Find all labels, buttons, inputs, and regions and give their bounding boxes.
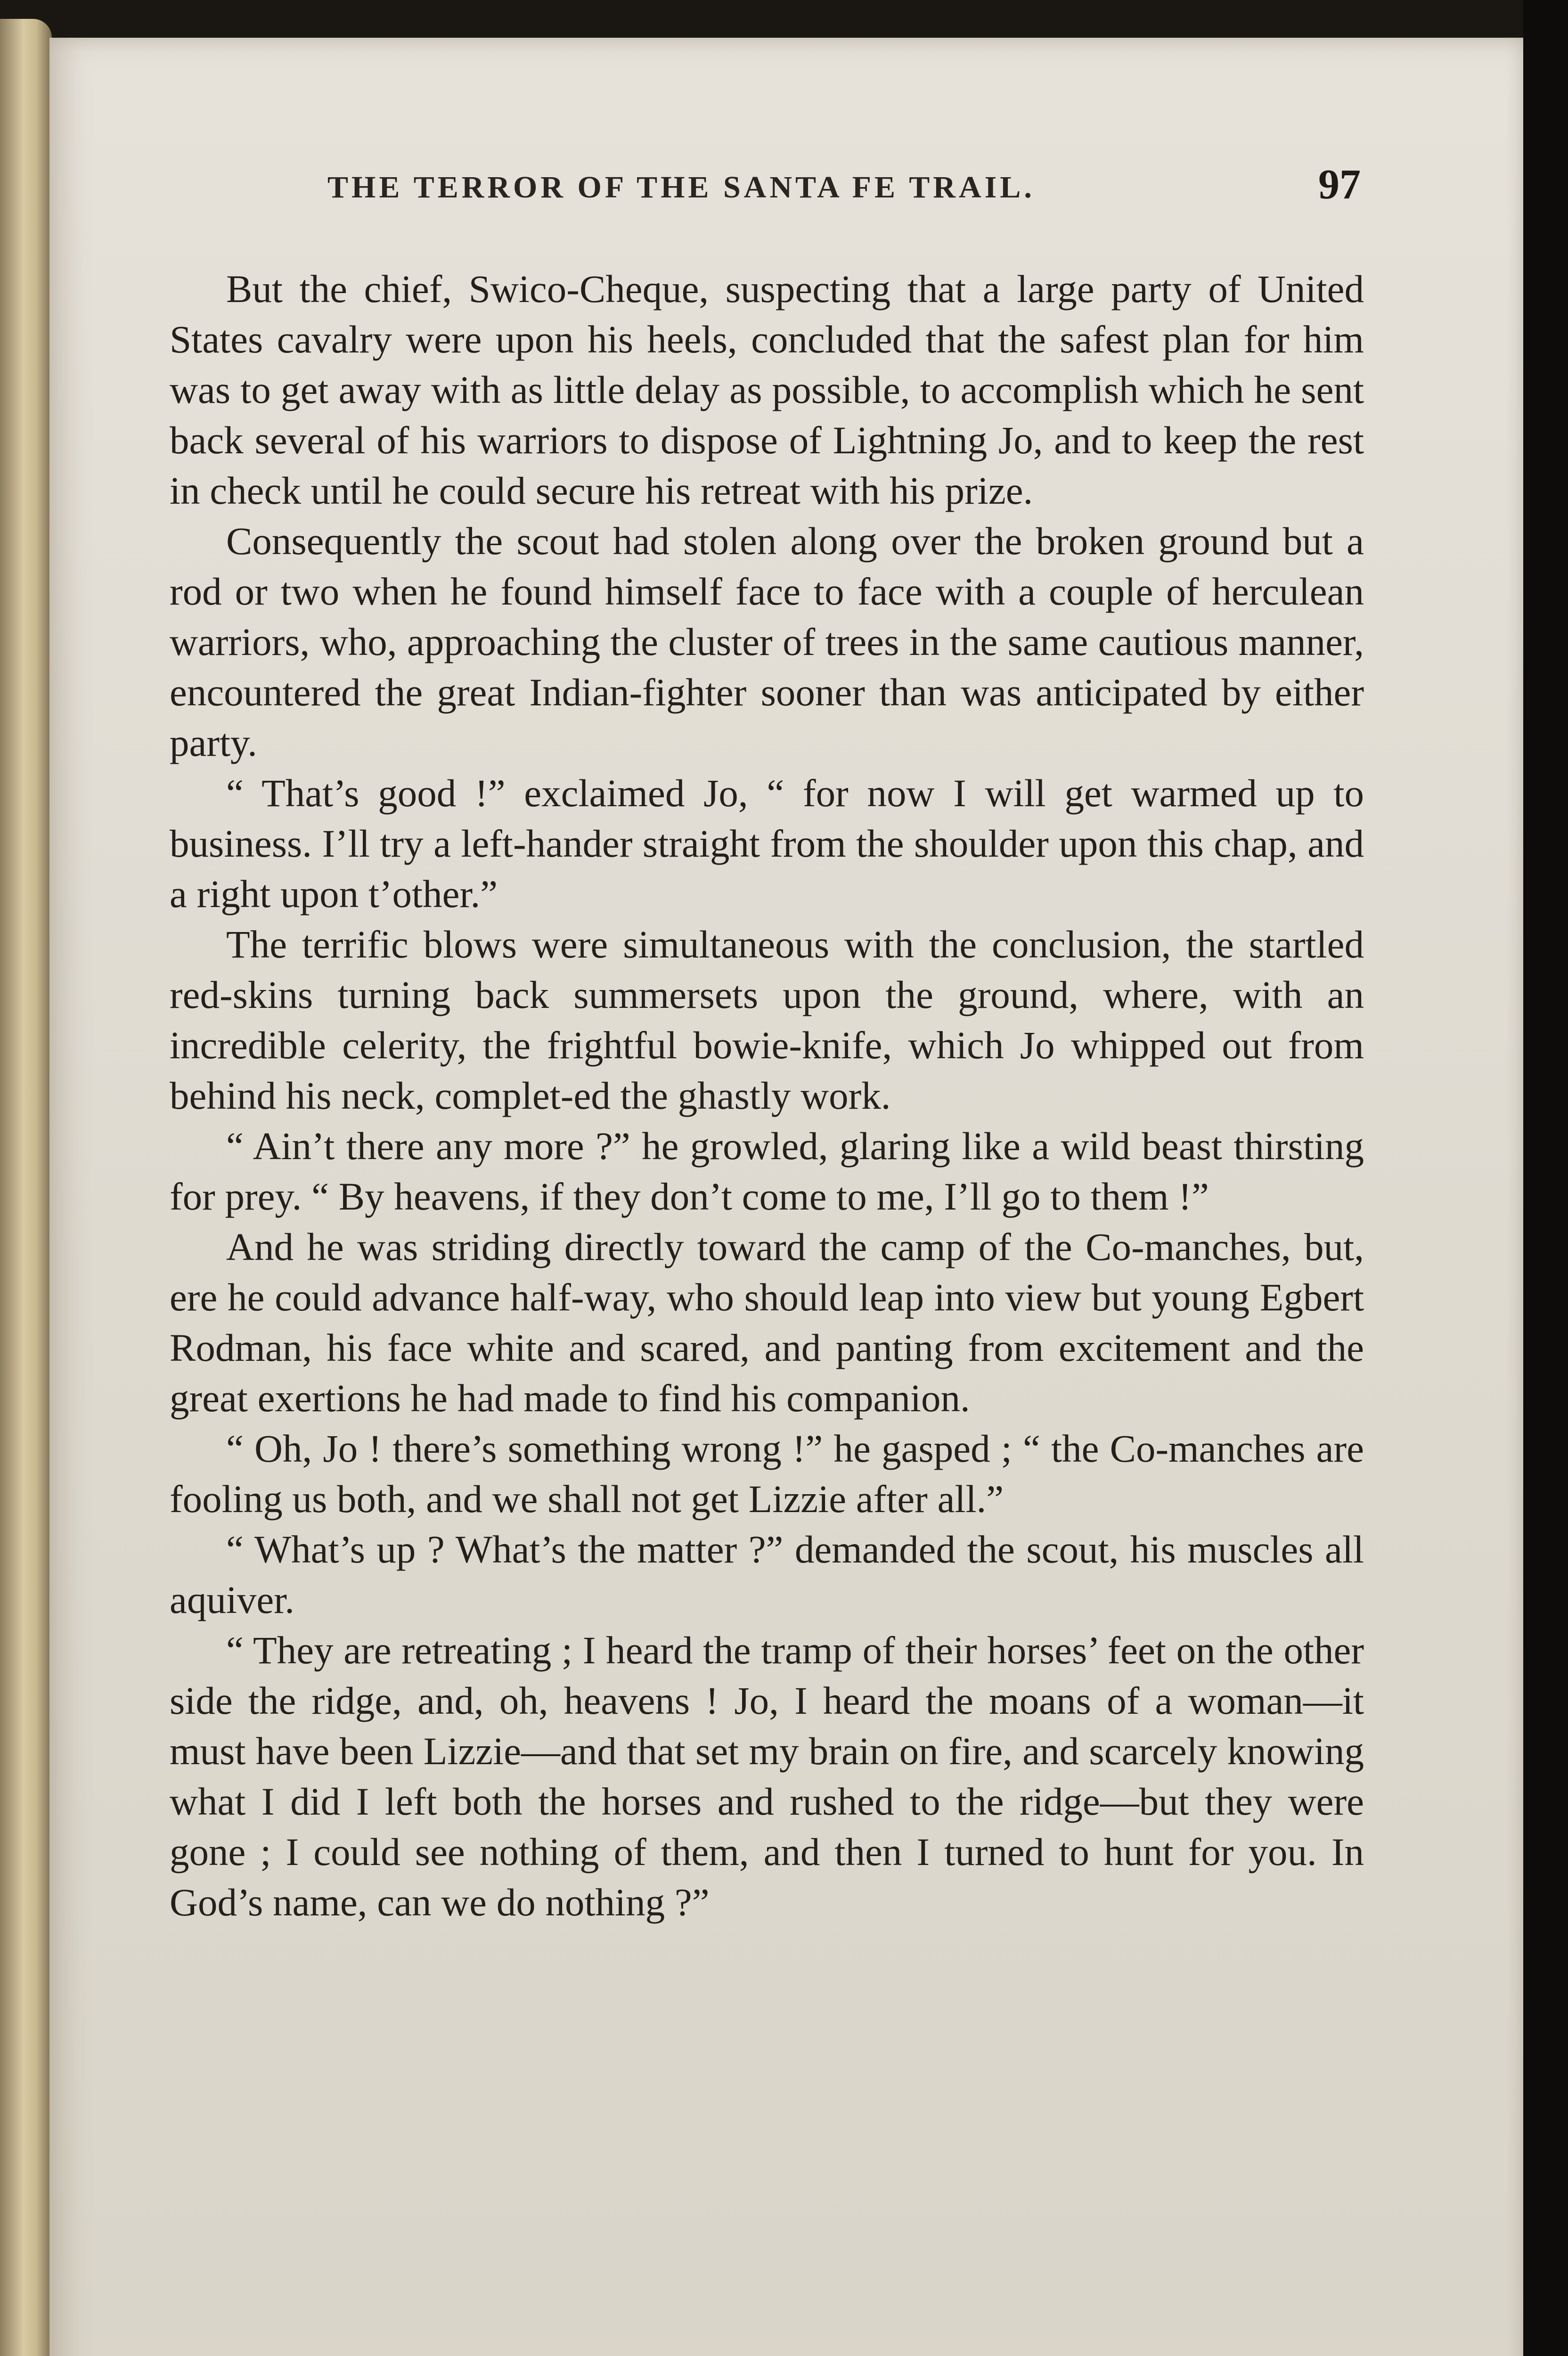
book-spine (0, 19, 52, 2356)
page-edge-shadow (1523, 0, 1568, 2356)
paragraph: “ What’s up ? What’s the matter ?” demanded the scout, his muscles all aquiver. (170, 1528, 1364, 1621)
paragraph: “ Ain’t there any more ?” he growled, glaring like a wild beast thirsting for prey. “ By heavens, if they don’t come to me, I’ll go to them !” (170, 1124, 1364, 1218)
page-number: 97 (1318, 161, 1361, 208)
paragraph: “ Oh, Jo ! there’s something wrong !” he gasped ; “ the Co-manches are fooling us both, and we shall not get Lizzie after all.” (170, 1427, 1364, 1521)
paragraph: “ They are retreating ; I heard the tramp of their horses’ feet on the other side the ridge, and, oh, heavens ! Jo, I heard the moans of a woman—it must have been Lizzie—and that set my brain on fire, and scarcely knowing what I did I left both the horses and rushed to the ridge—but they were gone ; I could see nothing of them, and then I turned to hunt for you. In God’s name, can we do nothing ?” (170, 1628, 1364, 1924)
paragraph: “ That’s good !” exclaimed Jo, “ for now I will get warmed up to business. I’ll try a left-hander straight from the shoulder upon this chap, and a right upon t’other.” (170, 771, 1364, 916)
paragraph: But the chief, Swico-Cheque, suspecting that a large party of United States cavalry were upon his heels, concluded that the safest plan for him was to get away with as little delay as possible, to accomplish which he sent back several of his warriors to dispose of Lightning Jo, and to keep the rest in check until he could secure his retreat with his prize. (170, 267, 1364, 512)
paragraph: And he was striding directly toward the camp of the Co-manches, but, ere he could advance half-way, who should leap into view but young Egbert Rodman, his face white and scared, and panting from excitement and the great exertions he had made to find his companion. (170, 1225, 1364, 1420)
running-head: THE TERROR OF THE SANTA FE TRAIL. (327, 170, 1035, 205)
paragraph: Consequently the scout had stolen along over the broken ground but a rod or two when he found himself face to face with a couple of herculean warriors, who, approaching the cluster of trees in the same cautious manner, encountered the great Indian-fighter sooner than was anticipated by either party. (170, 519, 1364, 764)
paragraph: The terrific blows were simultaneous with the conclusion, the startled red-skins turning back summersets upon the ground, where, with an incredible celerity, the frightful bowie-knife, which Jo whipped out from behind his neck, complet-ed the ghastly work. (170, 923, 1364, 1117)
body-text (170, 264, 1364, 2290)
